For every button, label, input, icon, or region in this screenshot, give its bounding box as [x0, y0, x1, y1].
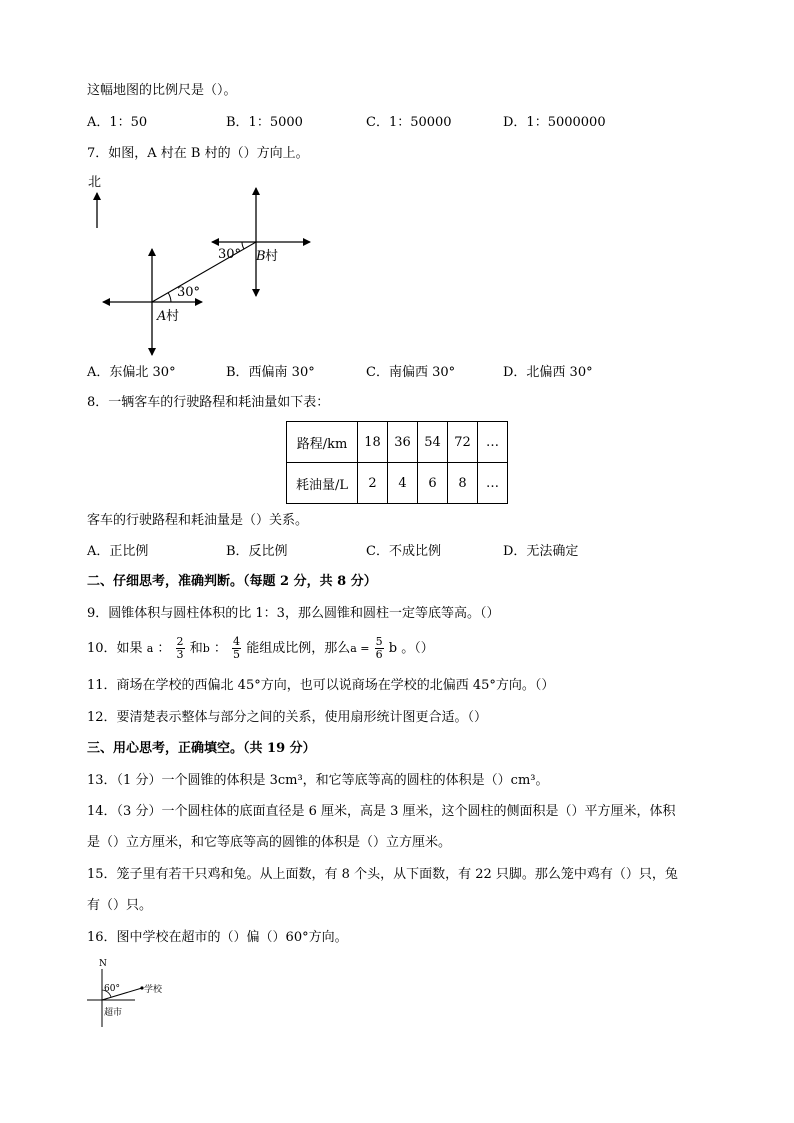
- angle-label-60: 60°: [104, 984, 120, 994]
- q12-text: 12．要清楚表示整体与部分之间的关系，使用扇形统计图更合适。（）: [87, 710, 488, 725]
- q14-text-line2: 是（）立方厘米，和它等底等高的圆锥的体积是（）立方厘米。: [87, 835, 452, 850]
- q15-text-line2: 有（）只。: [87, 898, 153, 913]
- north-n-label: N: [99, 959, 107, 969]
- q8-option-d: D．无法确定: [503, 544, 579, 559]
- village-a-cun: 村: [166, 309, 180, 324]
- section-3-title: 三、用心思考，正确填空。（共 19 分）: [87, 741, 316, 756]
- table-cell: 6: [418, 463, 448, 504]
- q14-text-line1: 14．（3 分）一个圆柱体的底面直径是 6 厘米，高是 3 厘米，这个圆柱的侧面积是（）平方厘米，体积: [87, 804, 676, 819]
- q8-option-a: A．正比例: [87, 544, 149, 559]
- q6-option-d: D．1：5000000: [503, 115, 606, 130]
- q9-text: 9．圆锥体积与圆柱体积的比 1：3，那么圆锥和圆柱一定等底等高。（）: [87, 606, 500, 621]
- q7-stem: 7．如图，A 村在 B 村的（）方向上。: [87, 146, 309, 161]
- market-label: 超市: [104, 1008, 123, 1018]
- north-label: 北: [88, 175, 102, 190]
- q15-text-line1: 15．笼子里有若干只鸡和兔。从上面数，有 8 个头，从下面数，有 22 只脚。那么笼中鸡有（）只，兔: [87, 867, 678, 882]
- q8-question: 客车的行驶路程和耗油量是（）关系。: [87, 513, 309, 528]
- table-cell: 8: [448, 463, 478, 504]
- q13-text: 13．（1 分）一个圆锥的体积是 3cm³，和它等底等高的圆柱的体积是（）cm³。: [87, 773, 549, 788]
- fraction-5-6: $\frac{5}{6}$: [375, 635, 383, 661]
- q7-option-d: D．北偏西 30°: [503, 365, 593, 380]
- table-cell: …: [478, 422, 508, 463]
- q8-option-c: C．不成比例: [366, 544, 441, 559]
- table-cell: …: [478, 463, 508, 504]
- q16-direction-figure: [85, 952, 195, 1032]
- q6-stem: 这幅地图的比例尺是（）。: [87, 83, 237, 98]
- fraction-2-3: $\frac{2}{3}$: [176, 635, 184, 661]
- table-cell: 36: [388, 422, 418, 463]
- q10-text: 10．如果 a ： $\frac{2}{3}$ 和b ： $\frac{4}{5}$ 能组成比例，那么a = $\frac{5}{6}$ b 。（）: [87, 635, 434, 661]
- q8-data-table: [286, 421, 508, 504]
- school-label: 学校: [144, 985, 163, 995]
- q6-option-c: C．1：50000: [366, 115, 452, 130]
- table-header-fuel: 耗油量/L: [287, 463, 358, 504]
- table-cell: 4: [388, 463, 418, 504]
- table-row-distance: [287, 422, 508, 463]
- q8-stem: 8．一辆客车的行驶路程和耗油量如下表：: [87, 395, 330, 410]
- q16-text: 16．图中学校在超市的（）偏（）60°方向。: [87, 930, 348, 945]
- fraction-4-5: $\frac{4}{5}$: [233, 635, 241, 661]
- village-b-cun: 村: [265, 249, 279, 264]
- q7-option-b: B．西偏南 30°: [226, 365, 315, 380]
- angle-arc-b: [242, 242, 244, 249]
- q8-option-b: B．反比例: [226, 544, 288, 559]
- village-b-cross: [212, 188, 310, 296]
- angle-label-b: 30°: [218, 247, 242, 262]
- table-row-fuel: [287, 463, 508, 504]
- q7-option-a: A．东偏北 30°: [87, 365, 176, 380]
- q6-option-a: A．1：50: [87, 115, 148, 130]
- q11-text: 11．商场在学校的西偏北 45°方向，也可以说商场在学校的北偏西 45°方向。（）: [87, 678, 555, 693]
- table-cell: 2: [358, 463, 388, 504]
- village-b-letter: B: [256, 249, 266, 264]
- table-cell: 72: [448, 422, 478, 463]
- section-2-title: 二、仔细思考，准确判断。（每题 2 分，共 8 分）: [87, 574, 377, 589]
- table-cell: 18: [358, 422, 388, 463]
- table-header-distance: 路程/km: [287, 422, 358, 463]
- village-a-letter: A: [157, 309, 167, 324]
- q7-option-c: C．南偏西 30°: [366, 365, 456, 380]
- angle-arc-a: [168, 293, 171, 303]
- angle-label-a: 30°: [177, 285, 201, 300]
- q6-option-b: B．1：5000: [226, 115, 303, 130]
- table-cell: 54: [418, 422, 448, 463]
- q7-direction-figure: [0, 0, 794, 400]
